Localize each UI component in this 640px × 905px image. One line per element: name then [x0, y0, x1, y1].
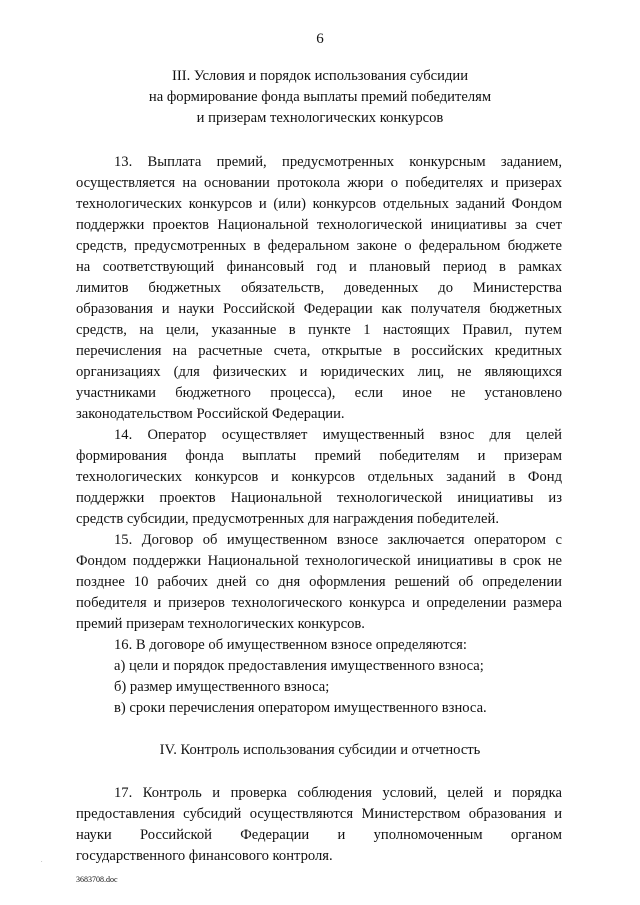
paragraph-line: 15. Договор об имущественном взносе заключается оператором с [114, 532, 562, 548]
paragraph-line: средств, предусмотренных в федеральном законе о федеральном бюджете [76, 238, 562, 254]
paragraph-line: формирования фонда выплаты премий победителям и призерам [76, 448, 562, 464]
paragraph-line: науки Российской Федерации и уполномоченным органом [76, 827, 562, 843]
paragraph-line: поддержки проектов Национальной технологической инициативы за счет [76, 217, 562, 233]
paragraph-line: образования и науки Российской Федерации как получателя бюджетных [76, 301, 562, 317]
paragraph-line: технологических конкурсов и (или) конкурсов отдельных заданий Фондом [76, 196, 562, 212]
list-item: б) размер имущественного взноса; [114, 679, 330, 695]
paragraph-line: технологических конкурсов и конкурсов отдельных заданий в Фонд [76, 469, 562, 485]
section-heading-line: на формирование фонда выплаты премий победителям [148, 89, 492, 105]
document-code: 3683708.doc [76, 875, 118, 884]
paragraph-line: 17. Контроль и проверка соблюдения условий, целей и порядка [114, 785, 562, 801]
paragraph-line: средств субсидии, предусмотренных для награждения победителей. [76, 511, 499, 527]
paragraph-line: Фондом поддержки Национальной технологической инициативы в срок не [76, 553, 562, 569]
list-item: а) цели и порядок предоставления имущественного взноса; [114, 658, 484, 674]
section-heading: IV. Контроль использования субсидии и отчетность [159, 742, 481, 758]
section-heading-line: и призерам технологических конкурсов [196, 110, 444, 126]
paragraph-line: участниками бюджетного процесса), если иное не установлено [76, 385, 562, 401]
paragraph-line: осуществляется на основании протокола жюри о победителях и призерах [76, 175, 562, 191]
paragraph-line: организациях (для физических и юридических лиц, не являющихся [76, 364, 562, 380]
paragraph-line: позднее 10 рабочих дней со дня оформления решений об определении [76, 574, 562, 590]
paragraph-line: перечисления на расчетные счета, открытые в российских кредитных [76, 343, 562, 359]
paragraph-line: 16. В договоре об имущественном взносе определяются: [114, 637, 467, 653]
paragraph-line: премий призерам технологических конкурсов. [76, 616, 365, 632]
paragraph-line: победителя и призеров технологического конкурса и определении размера [76, 595, 562, 611]
paragraph-line: 14. Оператор осуществляет имущественный взнос для целей [114, 427, 562, 443]
paragraph-line: 13. Выплата премий, предусмотренных конкурсным заданием, [114, 154, 562, 170]
paragraph-line: на соответствующий финансовый год и плановый период в рамках [76, 259, 562, 275]
paragraph-line: средств, на цели, указанные в пункте 1 настоящих Правил, путем [76, 322, 562, 338]
paragraph-line: законодательством Российской Федерации. [76, 406, 345, 422]
paragraph-line: предоставления субсидий осуществляются Министерством образования и [76, 806, 562, 822]
list-item: в) сроки перечисления оператором имущественного взноса. [114, 700, 487, 716]
paragraph-line: лимитов бюджетных обязательств, доведенных до Министерства [76, 280, 562, 296]
page-number: 6 [316, 31, 324, 47]
section-heading-line: III. Условия и порядок использования субсидии [171, 68, 469, 84]
paragraph-line: поддержки проектов Национальной технологической инициативы из [76, 490, 562, 506]
margin-mark: . [41, 858, 43, 864]
paragraph-line: государственного финансового контроля. [76, 848, 333, 864]
